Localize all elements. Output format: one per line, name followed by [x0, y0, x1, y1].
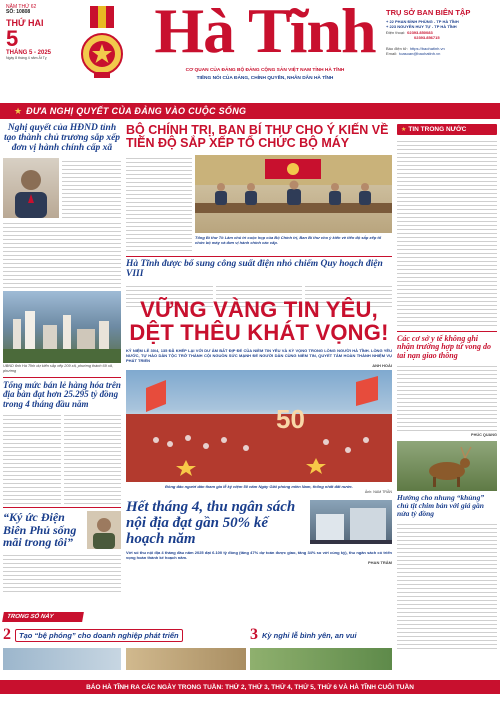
left-story-body — [3, 158, 121, 218]
deer-photo — [397, 441, 497, 491]
tagline-2: TIẾNG NÓI CỦA ĐẢNG, CHÍNH QUYỀN, NHÂN DÂN HÀ TĨNH — [196, 76, 334, 81]
news-subhead[interactable]: Các cơ sở y tế không ghi nhận trường hợp tử vong do tai nạn giao thông — [397, 334, 491, 360]
news-byline: PHÚC QUANG — [471, 433, 497, 438]
feature-author: ANH HOÀI — [372, 363, 392, 369]
bank-text-col-2 — [64, 412, 122, 504]
newspaper-title: Hà Tĩnh — [154, 0, 376, 66]
top-story-body — [126, 155, 392, 253]
inside-item-1-label: Tạo “bệ phóng” cho doanh nghiệp phát triển — [15, 629, 183, 642]
party-emblem-icon — [80, 6, 124, 86]
inside-this-issue — [3, 612, 123, 622]
divider — [3, 377, 121, 378]
left-column — [3, 124, 121, 669]
svg-text:50: 50 — [276, 404, 305, 434]
divider — [3, 507, 121, 508]
footer-bar: BÁO HÀ TĨNH RA CÁC NGÀY TRONG TUẦN: THỨ 2, THỨ 3, THỨ 4, THỨ 5, THỨ 6 VÀ HÀ TĨNH CUỐI TUẦN — [0, 680, 500, 694]
star-icon: ★ — [14, 105, 23, 116]
issue-number: SỐ: 10808 — [6, 9, 31, 15]
office-title: TRỤ SỞ BAN BIÊN TẬP — [386, 8, 471, 17]
address-1: + 22 PHAN ĐÌNH PHÙNG - TP HÀ TĨNH — [386, 19, 459, 24]
inside-item-2-label: Kỳ nghỉ lễ bình yên, an vui — [262, 630, 357, 640]
quote-story — [3, 511, 121, 549]
phone-1: 02393.850083 — [407, 30, 433, 35]
official-portrait — [3, 158, 59, 218]
phone-2: 02393.856715 — [414, 35, 440, 40]
mid-story-headline[interactable]: Hà Tĩnh được bổ sung công suất điện nhỏ chiếm Quy hoạch điện VIII — [126, 259, 383, 280]
bank-story-headline[interactable]: Tổng mức bán lẻ hàng hóa trên địa bàn đạt hơn 25.295 tỷ đồng trong 4 tháng đầu năm — [3, 379, 121, 409]
tagline-1: CƠ QUAN CỦA ĐẢNG BỘ ĐẢNG CỘNG SẢN VIỆT NAM TỈNH HÀ TĨNH — [185, 68, 345, 73]
bank-text-col-1 — [3, 412, 61, 504]
celebration-photo — [126, 370, 392, 482]
feature-photo-credit: Ảnh: NAM TRẦN — [364, 490, 392, 494]
top-story-caption: Tổng Bí thư Tô Lâm chủ trì cuộc họp của Bộ Chính trị, Ban Bí thư cho ý kiến về tiến độ sắp xếp tổ chức bộ máy và đơn vị hành chính các cấp. — [195, 235, 382, 246]
bank-story-body — [3, 412, 121, 504]
phone-label: Điện thoại: — [386, 30, 406, 35]
feature-headline-1[interactable]: VỮNG VÀNG TIN YÊU, — [140, 297, 378, 322]
budget-story — [126, 500, 392, 565]
inside-title: TRONG SỐ NÀY — [2, 612, 84, 622]
feature-headline-block — [126, 298, 392, 368]
star-icon: ★ — [401, 127, 407, 133]
office-block — [386, 8, 498, 56]
email-label: Email: — [386, 51, 398, 56]
page-number: 3 — [250, 626, 258, 643]
divider — [397, 331, 497, 332]
quote-story-text — [3, 552, 121, 592]
inside-thumb-1 — [3, 648, 121, 670]
day: 5 — [6, 26, 19, 51]
meeting-photo-block — [195, 155, 392, 253]
inside-item-2[interactable] — [250, 626, 395, 644]
quote-story-headline[interactable]: “Ký ức Điện Biên Phủ sống mãi trong tôi” — [3, 510, 77, 550]
divider — [126, 256, 392, 257]
budget-story-lede: Với số thu nội địa 4 tháng đầu năm 2025 đạt 6.100 tỷ đồng (tăng 47% dự toán được giao, tăng 34% so với cùng kỳ), thu ngân sách có triển vọng hoàn thành kế hoạch năm. — [126, 550, 392, 561]
inside-item-1[interactable] — [3, 626, 243, 644]
lunar-date: Ngày 8 tháng 4 năm Ất Tỵ — [6, 56, 47, 60]
right-column — [397, 124, 497, 669]
email-row — [386, 51, 498, 56]
budget-story-byline: PHAN TRÂM — [368, 560, 392, 566]
page-number: 2 — [3, 626, 11, 643]
issue-year: NĂM THỨ 62 — [6, 4, 37, 10]
month-year: THÁNG 5 - 2025 — [6, 50, 52, 56]
veteran-portrait — [87, 511, 121, 549]
left-story-text-2 — [3, 220, 121, 288]
left-photo-caption: UBND tỉnh Hà Tĩnh dự kiến sắp xếp 209 xã, phường thành 69 xã, phường — [3, 363, 113, 373]
inside-thumb-3 — [250, 648, 392, 670]
city-aerial-photo — [3, 291, 121, 363]
feature-lede: KỶ NIỆM LỄ 30/4, 135 ĐÃ KHÉP LẠI VỚI DƯ ÂM BẤT ĐỊP ĐỂ CỦA NIỀM TIN YÊU VÀ KỲ VỌNG TRONG LÒNG NGƯỜI HÀ TĨNH. LÒNG YÊU NƯỚC, TỰ HÀO DÂN TỘC TRỞ THÀNH CỘI NGUỒN SỨC MẠNH ĐỂ NGƯỜI DÂN CÙNG NIỀM TIN, QUYẾT TÂM HOÀN THÀNH NHIỆM VỤ PHÁT TRIỂN — [126, 348, 392, 364]
weekday: THỨ HAI — [6, 18, 44, 28]
feature-headline-2[interactable]: DỆT THÊU KHÁT VỌNG! — [129, 320, 389, 346]
feature-photo-caption: Đông đảo người dân tham gia lễ kỷ niệm 50 năm Ngày Giải phóng miền Nam, thống nhất đất nước. — [165, 484, 353, 489]
email-link[interactable]: toasoan@baohatinh.vn — [399, 51, 441, 56]
news-text-1 — [397, 138, 497, 328]
issue-info — [6, 5, 66, 61]
left-story-headline[interactable]: Nghị quyết của HĐND tỉnh tạo thành chủ trương sắp xếp đơn vị hành chính cấp xã — [3, 123, 121, 153]
budget-photo — [310, 500, 392, 544]
news-feature-headline[interactable]: Hướng cho nhung “khủng” chủ tịt chim bản với giá gần nửa tỷ đồng — [397, 493, 485, 518]
news-column-header: ★ TIN TRONG NƯỚC — [397, 124, 497, 135]
left-story-text — [62, 158, 121, 218]
news-text-3 — [397, 521, 497, 649]
meeting-photo — [195, 155, 392, 233]
web-label: Báo điện tử: — [386, 46, 408, 51]
masthead — [0, 0, 500, 103]
news-text-2 — [397, 363, 497, 433]
address-2: + 223 NGUYỄN HUY TỰ - TP HÀ TĨNH — [386, 24, 457, 29]
slogan-banner: ★ ĐƯA NGHỊ QUYẾT CỦA ĐẢNG VÀO CUỘC SỐNG — [0, 103, 500, 119]
top-story-text — [126, 155, 192, 253]
inside-thumb-2 — [126, 648, 246, 670]
top-story-headline[interactable]: BỘ CHÍNH TRỊ, BAN BÍ THƯ CHO Ý KIẾN VỀ TIẾN ĐỘ SẮP XẾP TỔ CHỨC BỘ MÁY — [126, 123, 389, 151]
web-link[interactable]: https://baohatinh.vn — [409, 46, 445, 51]
budget-story-headline[interactable]: Hết tháng 4, thu ngân sách nội địa đạt gần 50% kế hoạch năm — [126, 499, 296, 547]
